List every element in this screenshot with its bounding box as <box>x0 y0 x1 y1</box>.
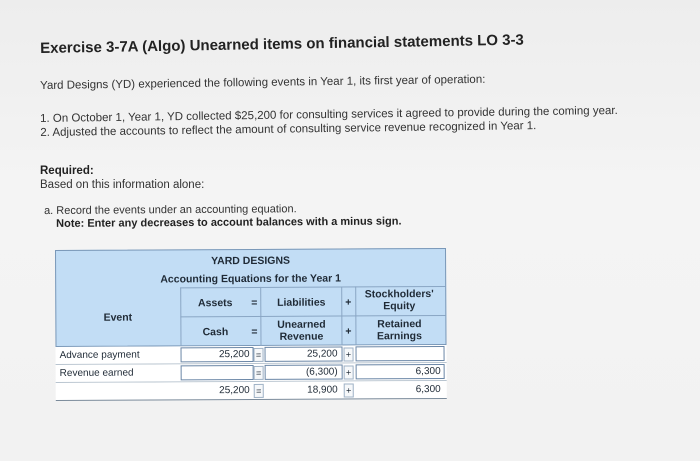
event-item-2: 2. Adjusted the accounts to reflect the amount of consulting service revenue recognized in Year 1. <box>40 120 537 139</box>
retained-input[interactable] <box>356 346 445 361</box>
part-a-instruction: a. Record the events under an accounting equation. <box>44 203 297 217</box>
table-row <box>56 363 447 383</box>
part-a-note: Note: Enter any decreases to account balances with a minus sign. <box>56 215 402 230</box>
event-header: Event <box>103 311 133 324</box>
required-heading: Required: <box>40 165 94 177</box>
table-subtitle: Accounting Equations for the Year 1 <box>160 272 342 286</box>
unearned-value: (6,300) <box>305 366 338 378</box>
event-item-1: 1. On October 1, Year 1, YD collected $25,200 for consulting services it agreed to provide during the coming year. <box>40 104 618 125</box>
intro-text: Yard Designs (YD) experienced the following events in Year 1, its first year of operation: <box>40 73 486 92</box>
unearned-revenue-header: Unearned Revenue <box>277 318 326 343</box>
assets-header: Assets <box>198 297 233 310</box>
retained-value: 6,300 <box>415 365 441 378</box>
unearned-total: 18,900 <box>307 384 338 396</box>
retained-earnings-header: Retained Earnings <box>376 318 422 343</box>
event-label: Revenue earned <box>59 367 134 379</box>
company-name: YARD DESIGNS <box>211 254 291 268</box>
plus-sign: + <box>345 296 352 309</box>
table-row <box>56 345 447 365</box>
retained-total: 6,300 <box>415 383 441 396</box>
equals-sign: = <box>254 348 264 362</box>
event-list <box>40 104 618 140</box>
equals-sign: = <box>254 366 264 380</box>
cash-header: Cash <box>202 326 229 339</box>
event-label: Advance payment <box>59 349 140 361</box>
unearned-value: 25,200 <box>306 348 338 360</box>
equity-header: Stockholders' Equity <box>364 288 434 313</box>
accounting-equation-table <box>55 248 447 405</box>
plus-sign: + <box>344 347 354 361</box>
totals-row <box>56 381 447 401</box>
required-text: Based on this information alone: <box>40 179 205 191</box>
liabilities-header: Liabilities <box>277 296 326 309</box>
plus-sign: + <box>344 383 354 397</box>
cash-total: 25,200 <box>219 384 250 397</box>
exercise-title: Exercise 3-7A (Algo) Unearned items on financial statements LO 3-3 <box>40 31 524 57</box>
cash-value: 25,200 <box>218 348 250 361</box>
cash-input[interactable] <box>181 365 254 380</box>
equals-sign: = <box>251 325 258 338</box>
plus-sign: + <box>345 325 352 338</box>
plus-sign: + <box>344 365 354 379</box>
part-a-instructions <box>44 203 402 231</box>
equals-sign: = <box>251 296 258 309</box>
equals-sign: = <box>254 384 264 398</box>
